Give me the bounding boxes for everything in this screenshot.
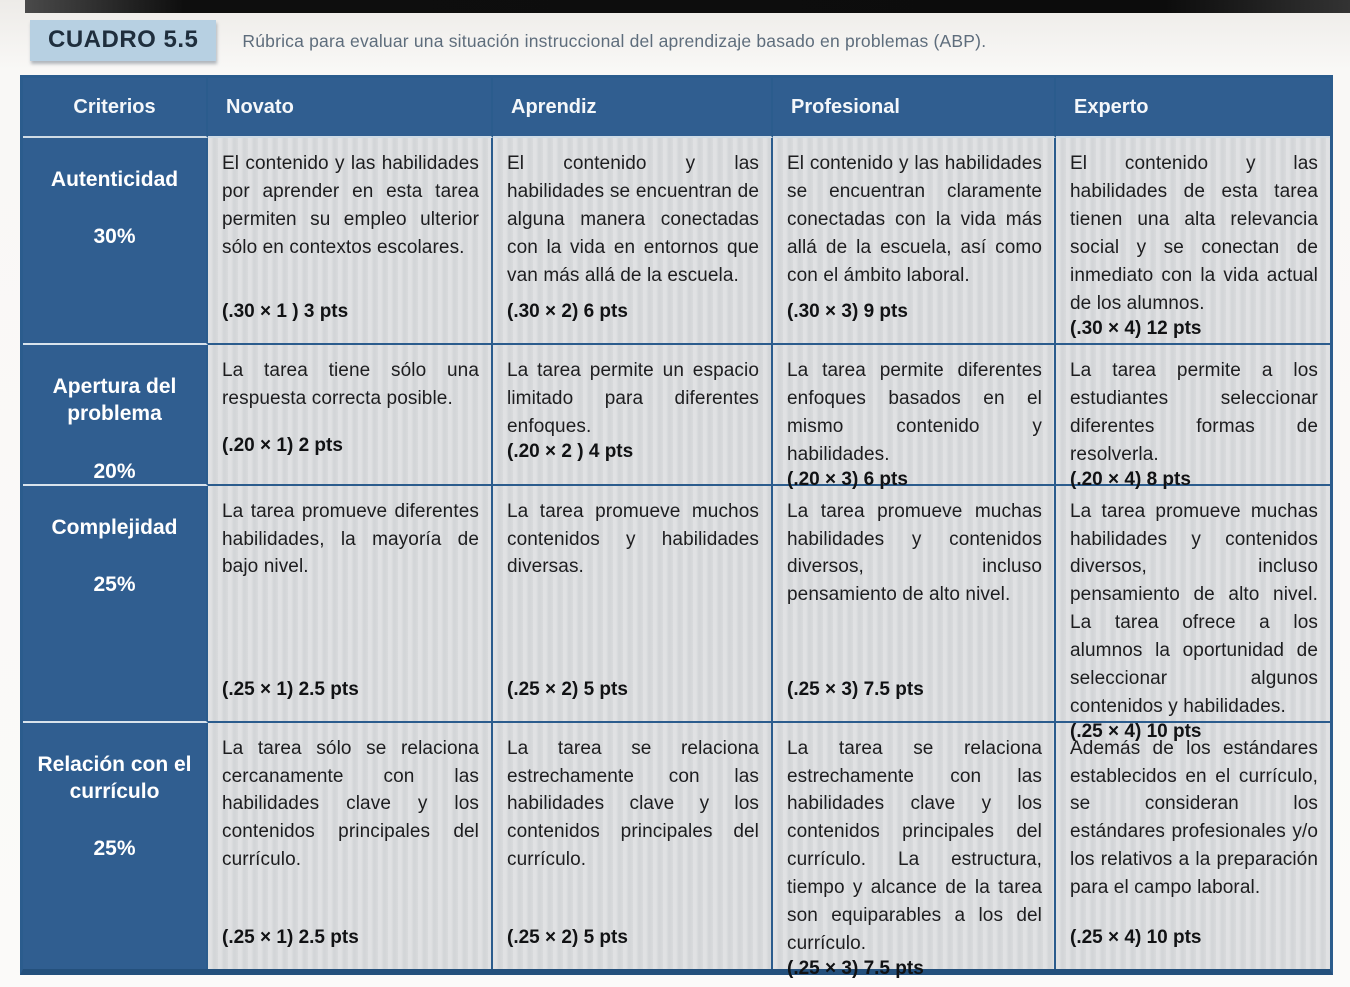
criterion-name: Autenticidad (50, 168, 179, 191)
cell-description: La tarea se relaciona estrechamente con las habilidades clave y los contenidos principales del currículo. La estructura, tiempo y alcance de la tarea son equiparables a los del currículo. (787, 737, 1042, 955)
cell-description: La tarea promueve muchas habilidades y contenidos diversos, incluso pensamiento de alto nivel. (787, 500, 1042, 606)
criterion-cell (23, 486, 208, 723)
criterion-name: Apertura del problema (52, 375, 177, 426)
cell-description: La tarea promueve muchos contenidos y habilidades diversas. (507, 500, 759, 578)
cell-description: La tarea permite un espacio limitado para diferentes enfoques. (507, 360, 759, 437)
rubric-cell (208, 138, 493, 345)
rubric-cell (493, 345, 773, 486)
col-header-novato: Novato (208, 78, 493, 138)
cell-description: La tarea tiene sólo una respuesta correcta posible. (222, 360, 479, 409)
table-row-apertura (23, 345, 1330, 486)
cell-points: (.25 × 2) 5 pts (507, 678, 628, 700)
criterion-name: Relación con el currículo (37, 752, 192, 803)
table-caption (30, 20, 1330, 61)
table-row-complejidad (23, 486, 1330, 723)
col-header-aprendiz: Aprendiz (493, 78, 773, 138)
col-header-profesional: Profesional (773, 78, 1056, 138)
rubric-cell (773, 723, 1056, 979)
cell-points: (.30 × 4) 12 pts (1070, 317, 1202, 339)
cell-description: La tarea sólo se relaciona cercanamente con las habilidades clave y los contenidos principales del currículo. (222, 737, 479, 871)
cell-description: La tarea promueve diferentes habilidades, la mayoría de bajo nivel. (222, 500, 479, 578)
cell-points: (.25 × 4) 10 pts (1070, 720, 1202, 742)
cell-points: (.20 × 4) 8 pts (1070, 468, 1191, 490)
rubric-cell (773, 486, 1056, 723)
cell-points: (.30 × 3) 9 pts (787, 301, 908, 322)
rubric-cell (773, 138, 1056, 345)
cell-points: (.25 × 4) 10 pts (1070, 926, 1202, 948)
cell-description: La tarea permite diferentes enfoques basados en el mismo contenido y habilidades. (787, 360, 1042, 465)
col-header-criterios: Criterios (23, 78, 208, 138)
cell-description: El contenido y las habilidades de esta tarea tienen una alta relevancia social y se conectan de inmediato con la vida actual de los alumnos. (1070, 153, 1318, 314)
rubric-cell (1056, 720, 1330, 969)
criterion-weight: 25% (93, 837, 136, 861)
rubric-cell (493, 138, 773, 345)
cell-points: (.25 × 2) 5 pts (507, 926, 628, 948)
header-row (23, 78, 1330, 138)
cell-points: (.25 × 3) 7.5 pts (787, 678, 924, 700)
top-border-bar (25, 0, 1350, 13)
cell-description: La tarea se relaciona estrechamente con las habilidades clave y los contenidos principales del currículo. (507, 737, 759, 871)
rubric-cell (1056, 138, 1330, 345)
cuadro-label: CUADRO 5.5 (30, 20, 216, 61)
cell-points: (.20 × 2 ) 4 pts (507, 440, 634, 462)
rubric-cell (1056, 345, 1330, 490)
col-header-experto: Experto (1056, 78, 1330, 138)
rubric-table (20, 75, 1333, 979)
criterion-cell (23, 138, 208, 345)
rubric-cell (493, 723, 773, 969)
cell-description: El contenido y las habilidades por aprender en esta tarea permiten su empleo ulterior sólo en contextos escolares. (222, 153, 479, 258)
rubric-cell (208, 345, 493, 486)
rubric-cell (208, 723, 493, 969)
cell-description: Además de los estándares establecidos en el currículo, se consideran los estándares profesionales y/o los relativos a la preparación para el campo laboral. (1070, 737, 1318, 899)
cell-points: (.25 × 1) 2.5 pts (222, 926, 359, 948)
criterion-weight: 30% (93, 225, 136, 249)
cell-points: (.20 × 3) 6 pts (787, 468, 908, 490)
cell-description: El contenido y las habilidades se encuentran de alguna manera conectadas con la vida en entornos que van más allá de la escuela. (507, 153, 759, 286)
criterion-weight: 20% (93, 459, 136, 483)
rubric-cell (493, 486, 773, 723)
criterion-name: Complejidad (51, 515, 178, 539)
caption-title: Rúbrica para evaluar una situación instruccional del aprendizaje basado en problemas (ABP). (242, 31, 987, 51)
cell-points: (.30 × 1 ) 3 pts (222, 301, 349, 322)
rubric-cell (1056, 486, 1330, 742)
cell-points: (.20 × 1) 2 pts (222, 435, 343, 456)
rubric-table-container (20, 75, 1333, 979)
table-row-relacion-curriculo (23, 723, 1330, 969)
rubric-cell (773, 345, 1056, 490)
table-row-autenticidad (23, 138, 1330, 345)
criterion-cell (23, 345, 208, 486)
cell-points: (.30 × 2) 6 pts (507, 301, 628, 322)
cell-description: La tarea permite a los estudiantes seleccionar diferentes formas de resolverla. (1070, 360, 1318, 465)
criterion-weight: 25% (93, 572, 136, 596)
criterion-cell (23, 723, 208, 969)
rubric-cell (208, 486, 493, 723)
cell-description: La tarea promueve muchas habilidades y contenidos diversos, incluso pensamiento de alto nivel. La tarea ofrece a los alumnos la oportunidad de seleccionar algunos contenidos y habilidades. (1070, 500, 1318, 718)
cell-description: El contenido y las habilidades se encuentran claramente conectadas con la vida más allá de la escuela, así como con el ámbito laboral. (787, 153, 1042, 286)
cell-points: (.25 × 3) 7.5 pts (787, 957, 924, 979)
cell-points: (.25 × 1) 2.5 pts (222, 678, 359, 700)
